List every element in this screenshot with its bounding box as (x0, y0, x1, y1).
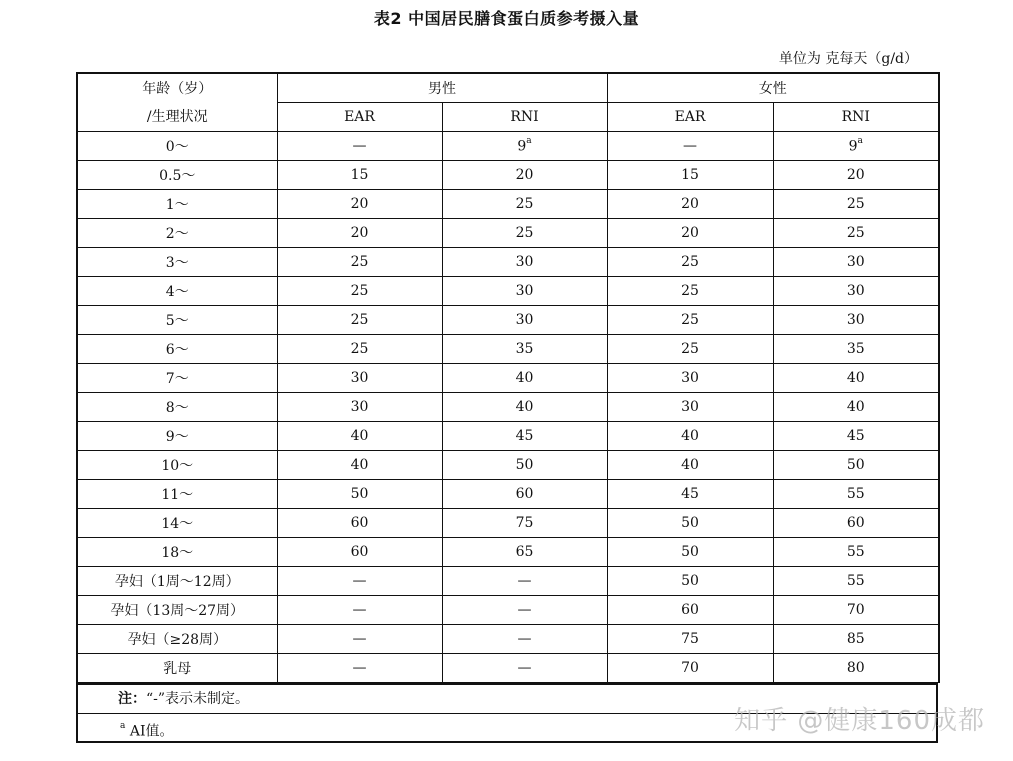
male-rni-cell-value: 75 (515, 515, 534, 531)
note-text: “-”表示未制定。 (146, 691, 250, 707)
female-ear-cell-value: 60 (681, 602, 699, 618)
male-ear-cell (277, 306, 442, 335)
table-row (77, 219, 939, 248)
table-title: 表2 中国居民膳食蛋白质参考摄入量 (373, 9, 640, 28)
female-rni-cell-value: 55 (846, 573, 865, 589)
male-rni-cell (442, 335, 607, 364)
female-ear-cell (607, 538, 773, 567)
female-rni-cell (773, 393, 939, 422)
male-ear-cell-value: 15 (350, 167, 369, 183)
male-ear-cell (277, 567, 442, 596)
female-ear-cell-value: 20 (681, 196, 699, 212)
female-ear-cell-value: 15 (681, 167, 699, 183)
female-ear-cell-value: 75 (681, 631, 699, 647)
female-ear-cell (607, 509, 773, 538)
female-ear-cell-value: 25 (681, 341, 699, 357)
female-ear-cell-value: 20 (681, 225, 699, 241)
male-ear-cell (277, 364, 442, 393)
female-ear-cell-value: 45 (681, 486, 699, 502)
age-cell (77, 219, 277, 248)
female-rni-cell-value: 9 (848, 138, 858, 155)
watermark: 知乎 @健康160成都 (734, 706, 985, 736)
male-ear-cell (277, 219, 442, 248)
female-ear-cell (607, 596, 773, 625)
female-rni-cell (773, 596, 939, 625)
male-ear-cell-value: — (352, 602, 367, 618)
age-cell-value: 1～ (165, 197, 189, 213)
male-rni-cell-value: 65 (515, 544, 534, 560)
male-ear-cell (277, 393, 442, 422)
male-ear-cell (277, 132, 442, 161)
male-rni-cell-value: 60 (515, 486, 534, 502)
male-ear-cell (277, 451, 442, 480)
male-rni-cell-value: — (517, 573, 532, 589)
male-ear-cell (277, 654, 442, 683)
age-cell-value: 7～ (165, 371, 189, 387)
male-rni-cell-value: 30 (515, 312, 534, 328)
female-rni-cell-value: 85 (846, 631, 865, 647)
female-rni-header: RNI (773, 103, 939, 132)
female-rni-cell-value: 60 (846, 515, 865, 531)
male-ear-cell-value: 60 (350, 515, 369, 531)
age-cell-value: 孕妇（13周～27周） (110, 603, 245, 619)
male-rni-cell (442, 509, 607, 538)
male-rni-cell (442, 654, 607, 683)
age-cell (77, 190, 277, 219)
female-rni-cell (773, 219, 939, 248)
female-ear-cell-value: 70 (681, 660, 699, 676)
female-ear-cell-value: 50 (681, 573, 699, 589)
female-rni-cell-value: 50 (846, 457, 865, 473)
female-ear-cell (607, 219, 773, 248)
age-cell-value: 乳母 (163, 661, 192, 677)
female-rni-cell (773, 364, 939, 393)
age-cell (77, 335, 277, 364)
age-cell-value: 11～ (161, 487, 194, 503)
female-rni-cell (773, 190, 939, 219)
male-ear-cell-value: 60 (350, 544, 369, 560)
female-rni-cell (773, 538, 939, 567)
header-row-1 (77, 73, 939, 103)
male-ear-cell (277, 190, 442, 219)
age-cell (77, 451, 277, 480)
age-cell (77, 248, 277, 277)
male-ear-cell-value: 30 (350, 399, 369, 415)
male-rni-cell (442, 364, 607, 393)
female-ear-cell-value: 30 (681, 399, 699, 415)
table-row (77, 277, 939, 306)
age-cell (77, 161, 277, 190)
age-cell-value: 8～ (165, 400, 189, 416)
female-ear-cell (607, 335, 773, 364)
male-ear-cell (277, 509, 442, 538)
male-rni-cell (442, 596, 607, 625)
age-cell-value: 5～ (165, 313, 189, 329)
age-cell (77, 625, 277, 654)
footnote-text: AI值。 (129, 723, 174, 740)
female-rni-cell-value: 70 (846, 602, 865, 618)
female-rni-cell-value: 40 (846, 399, 865, 415)
age-cell-value: 4～ (165, 284, 189, 300)
age-cell (77, 480, 277, 509)
table-row (77, 509, 939, 538)
male-rni-cell (442, 625, 607, 654)
female-ear-cell (607, 132, 773, 161)
female-rni-cell (773, 161, 939, 190)
male-rni-cell (442, 393, 607, 422)
male-ear-header: EAR (277, 103, 442, 132)
female-rni-cell-value: 30 (846, 254, 865, 270)
male-ear-cell (277, 277, 442, 306)
male-rni-cell-value: 25 (515, 225, 534, 241)
female-ear-header: EAR (607, 103, 773, 132)
female-ear-cell-value: 50 (681, 544, 699, 560)
female-ear-cell (607, 190, 773, 219)
age-cell-value: 孕妇（1周～12周） (114, 574, 240, 590)
female-ear-cell (607, 625, 773, 654)
female-rni-cell-value: 30 (846, 312, 865, 328)
male-ear-cell-value: 25 (350, 254, 369, 270)
female-ear-cell-value: 50 (681, 515, 699, 531)
male-rni-cell-value: 40 (515, 370, 534, 386)
female-rni-cell-value: 55 (846, 544, 865, 560)
male-ear-cell-value: 40 (350, 457, 369, 473)
table-row (77, 132, 939, 161)
table-row (77, 393, 939, 422)
age-cell-value: 10～ (161, 458, 194, 474)
table-row (77, 364, 939, 393)
female-rni-cell-value: 55 (846, 486, 865, 502)
age-cell-value: 18～ (161, 545, 194, 561)
female-rni-cell-value: 35 (846, 341, 865, 357)
male-rni-cell-value: 40 (515, 399, 534, 415)
age-cell (77, 422, 277, 451)
male-rni-cell-value: 25 (515, 196, 534, 212)
male-ear-cell (277, 538, 442, 567)
male-ear-cell (277, 596, 442, 625)
female-ear-cell-value: 30 (681, 370, 699, 386)
female-rni-cell-value: 25 (846, 196, 865, 212)
age-cell (77, 364, 277, 393)
table-row (77, 596, 939, 625)
male-rni-cell (442, 480, 607, 509)
male-ear-cell (277, 248, 442, 277)
age-header-line1: 年龄（岁） (142, 80, 213, 97)
female-ear-cell (607, 161, 773, 190)
male-header: 男性 (277, 73, 607, 103)
male-ear-cell (277, 625, 442, 654)
age-cell (77, 277, 277, 306)
age-header-line2: /生理状况 (146, 108, 208, 125)
female-ear-cell (607, 306, 773, 335)
age-header (77, 73, 277, 132)
male-rni-cell (442, 248, 607, 277)
female-rni-cell (773, 654, 939, 683)
female-ear-cell-value: — (683, 138, 697, 154)
age-cell-value: 9～ (165, 429, 189, 445)
female-ear-cell (607, 248, 773, 277)
female-ear-cell (607, 451, 773, 480)
male-ear-cell-value: — (352, 631, 367, 647)
female-rni-cell (773, 625, 939, 654)
female-rni-cell (773, 335, 939, 364)
table-row (77, 335, 939, 364)
male-rni-cell (442, 161, 607, 190)
female-rni-cell-value: 25 (846, 225, 865, 241)
age-cell-value: 3～ (165, 255, 189, 271)
male-ear-cell-value: — (352, 573, 367, 589)
male-rni-cell (442, 306, 607, 335)
age-cell-value: 孕妇（≥28周） (127, 632, 228, 648)
age-cell-value: 14～ (161, 516, 194, 532)
male-rni-cell-value: 30 (515, 254, 534, 270)
male-ear-cell-value: 30 (350, 370, 369, 386)
table-row (77, 538, 939, 567)
table-row (77, 422, 939, 451)
male-rni-cell-value: — (517, 660, 532, 676)
table-row (77, 567, 939, 596)
female-rni-cell (773, 567, 939, 596)
female-rni-cell (773, 248, 939, 277)
female-ear-cell-value: 25 (681, 312, 699, 328)
male-ear-cell-value: 25 (350, 341, 369, 357)
female-ear-cell-value: 40 (681, 457, 699, 473)
female-rni-cell-value: 30 (846, 283, 865, 299)
female-rni-cell (773, 480, 939, 509)
table-row (77, 654, 939, 683)
female-rni-cell (773, 306, 939, 335)
male-rni-cell (442, 422, 607, 451)
female-ear-cell-value: 25 (681, 283, 699, 299)
age-cell (77, 538, 277, 567)
male-rni-cell-value: — (517, 602, 532, 618)
male-rni-cell-value: 50 (515, 457, 534, 473)
male-rni-cell (442, 538, 607, 567)
age-cell (77, 596, 277, 625)
female-rni-cell (773, 277, 939, 306)
table-row (77, 451, 939, 480)
age-cell (77, 306, 277, 335)
male-ear-cell-value: 20 (350, 196, 369, 212)
female-ear-cell (607, 422, 773, 451)
female-rni-cell-value: 45 (846, 428, 865, 444)
male-rni-cell-value: 35 (515, 341, 534, 357)
female-ear-cell (607, 654, 773, 683)
male-rni-cell-value: 30 (515, 283, 534, 299)
table-row (77, 306, 939, 335)
footnote-a-mark: a (526, 135, 532, 146)
footnote-mark: a (120, 721, 126, 731)
table-row (77, 480, 939, 509)
footnote-a-mark: a (857, 135, 863, 146)
male-rni-cell-value: 9 (517, 138, 527, 155)
female-ear-cell (607, 393, 773, 422)
male-ear-cell-value: 50 (350, 486, 369, 502)
male-rni-cell (442, 190, 607, 219)
male-ear-cell (277, 422, 442, 451)
table-row (77, 161, 939, 190)
male-ear-cell (277, 480, 442, 509)
female-rni-cell (773, 509, 939, 538)
protein-reference-table (76, 72, 940, 683)
male-rni-cell-value: 20 (515, 167, 534, 183)
male-ear-cell (277, 335, 442, 364)
female-ear-cell-value: 25 (681, 254, 699, 270)
male-ear-cell-value: 20 (350, 225, 369, 241)
male-rni-cell (442, 132, 607, 161)
male-ear-cell-value: 40 (350, 428, 369, 444)
age-cell (77, 393, 277, 422)
age-cell (77, 567, 277, 596)
female-rni-cell (773, 451, 939, 480)
male-rni-cell (442, 567, 607, 596)
female-ear-cell (607, 480, 773, 509)
female-ear-cell (607, 364, 773, 393)
female-rni-cell-value: 80 (846, 660, 865, 676)
table-row (77, 248, 939, 277)
male-ear-cell-value: — (352, 660, 367, 676)
female-ear-cell-value: 40 (681, 428, 699, 444)
male-ear-cell-value: 25 (350, 312, 369, 328)
age-cell-value: 0.5～ (159, 168, 196, 184)
male-rni-header: RNI (442, 103, 607, 132)
male-rni-cell (442, 219, 607, 248)
male-rni-cell (442, 451, 607, 480)
unit-label: 单位为 克每天（g/d） (778, 51, 918, 67)
female-rni-cell-value: 20 (846, 167, 865, 183)
table-row (77, 625, 939, 654)
age-cell-value: 2～ (165, 226, 189, 242)
male-ear-cell-value: — (352, 138, 367, 154)
female-ear-cell (607, 277, 773, 306)
male-rni-cell (442, 277, 607, 306)
age-cell (77, 654, 277, 683)
table-row (77, 190, 939, 219)
male-ear-cell (277, 161, 442, 190)
female-rni-cell (773, 132, 939, 161)
female-header: 女性 (607, 73, 939, 103)
age-cell-value: 6～ (165, 342, 189, 358)
male-ear-cell-value: 25 (350, 283, 369, 299)
male-rni-cell-value: — (517, 631, 532, 647)
age-cell (77, 132, 277, 161)
age-cell-value: 0～ (165, 139, 189, 155)
age-cell (77, 509, 277, 538)
female-ear-cell (607, 567, 773, 596)
note-label: 注： (118, 691, 146, 707)
male-rni-cell-value: 45 (515, 428, 534, 444)
female-rni-cell (773, 422, 939, 451)
female-rni-cell-value: 40 (846, 370, 865, 386)
